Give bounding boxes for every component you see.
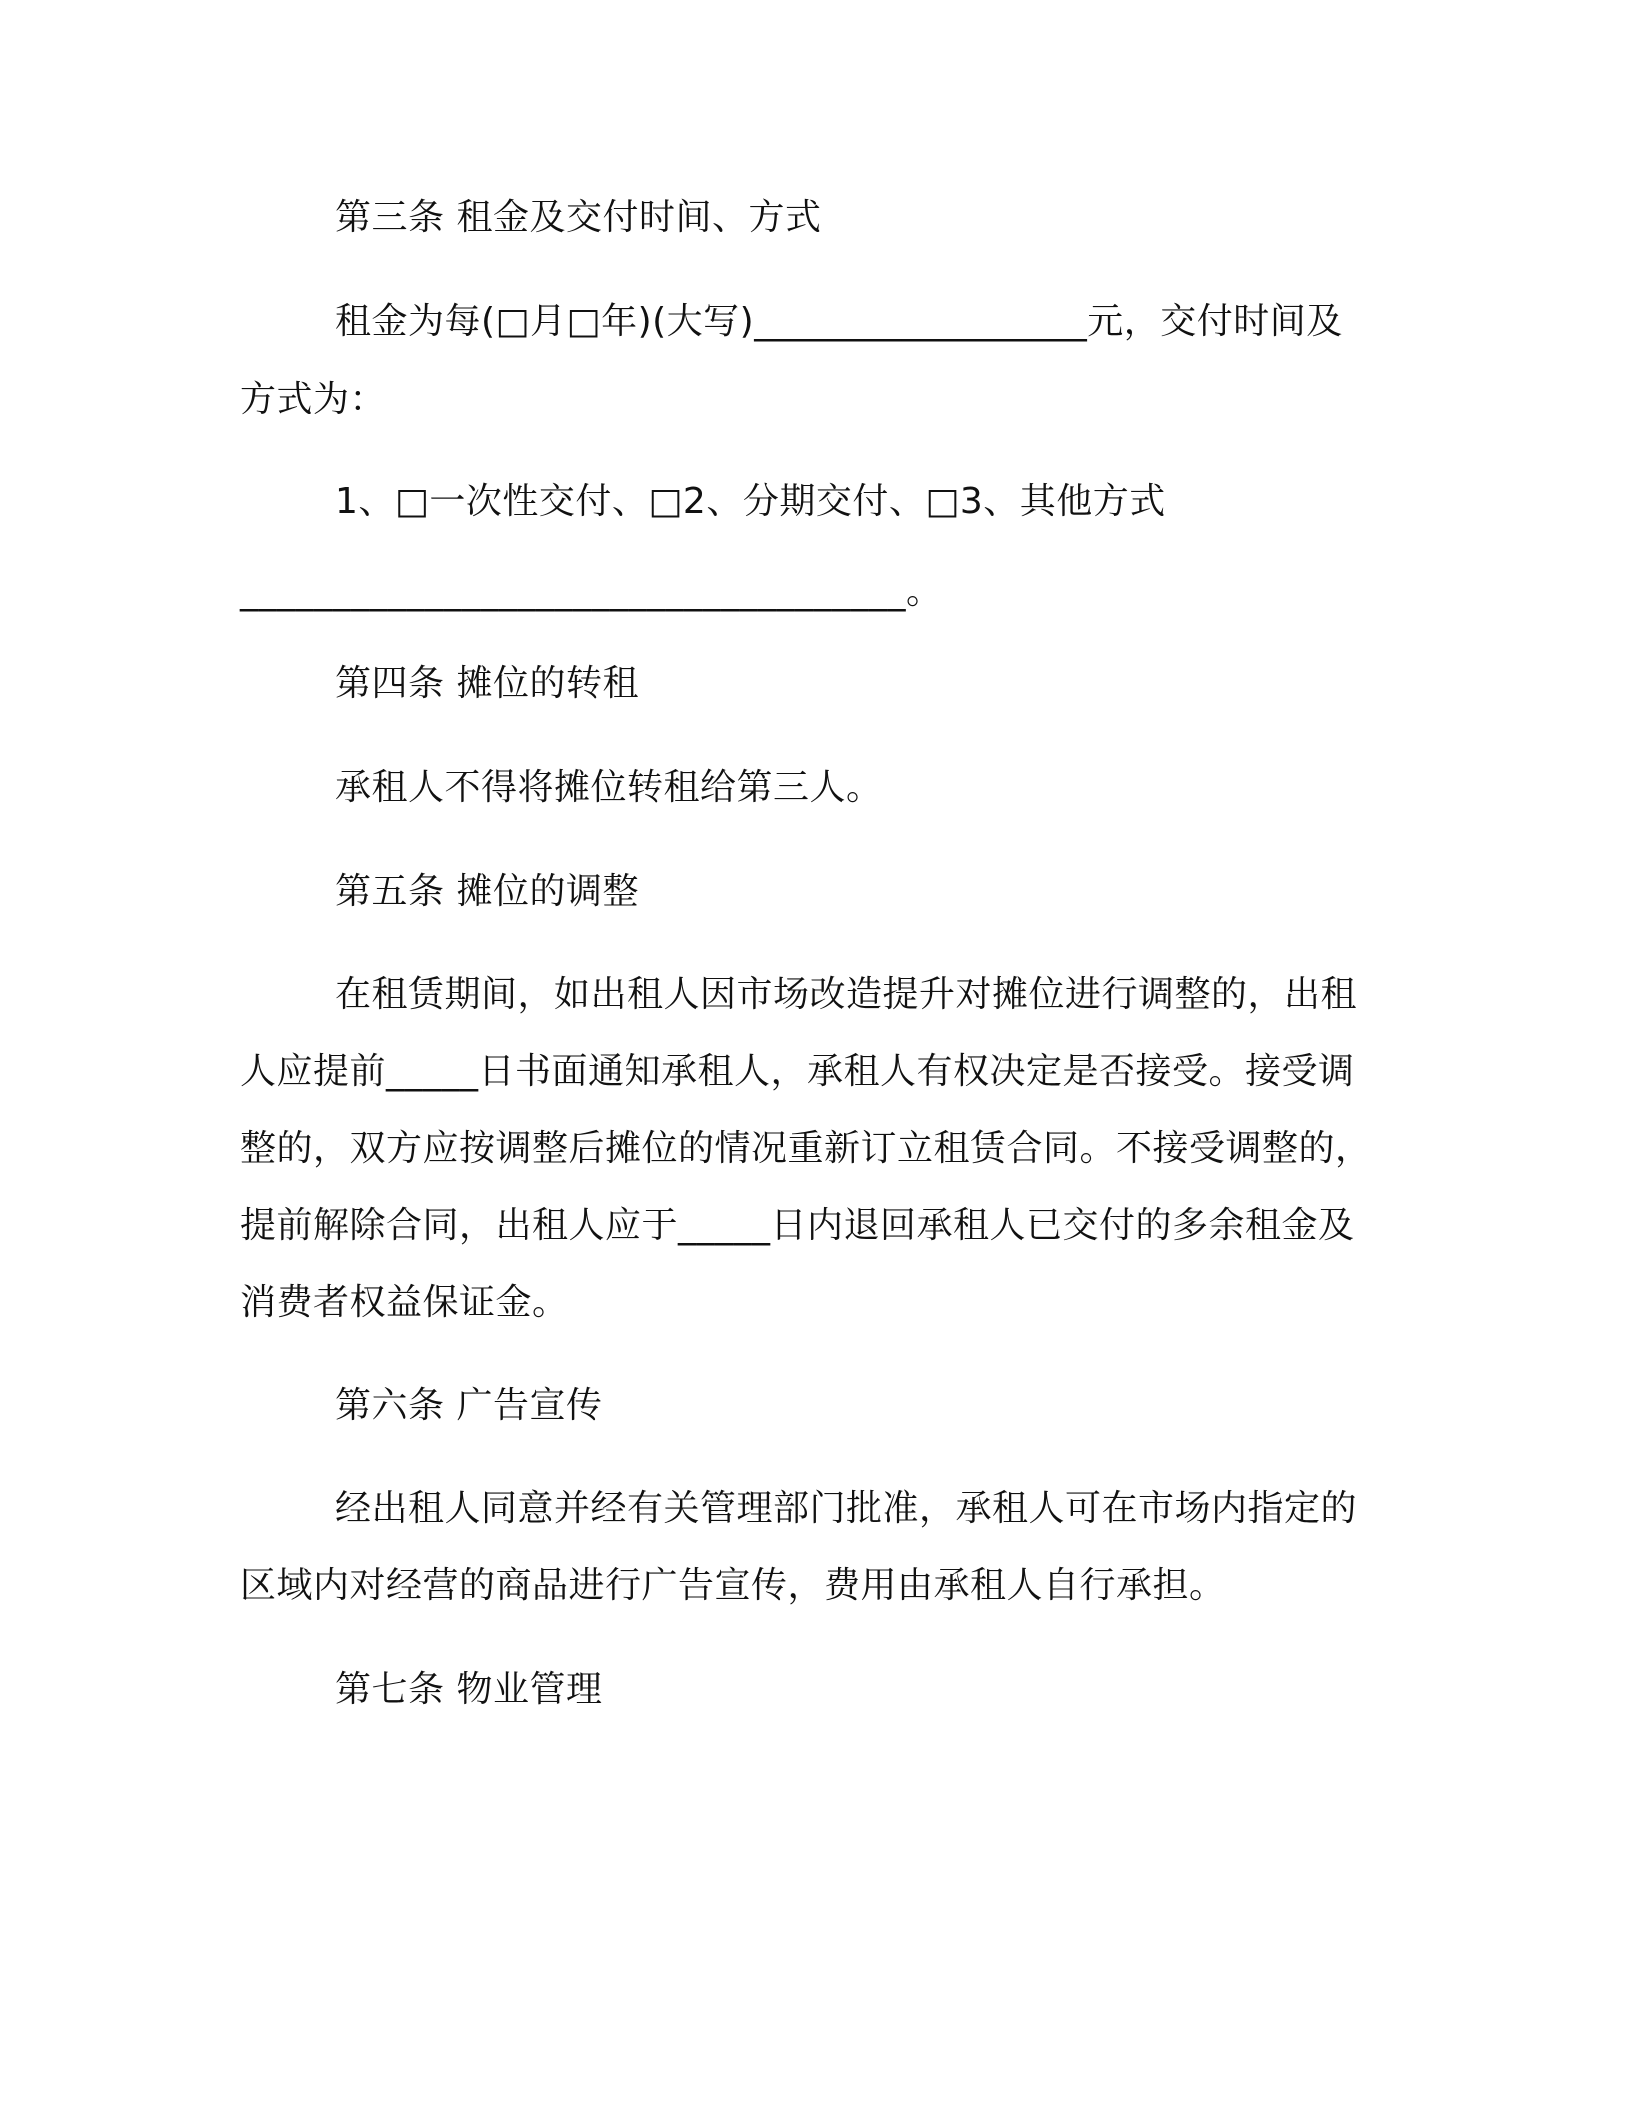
article-3-heading: 第三条 租金及交付时间、方式: [335, 197, 822, 238]
other-method-blank-line: ____________________________________。: [240, 571, 943, 612]
adjustment-clause-line-3: 整的，双方应按调整后摊位的情况重新订立租赁合同。不接受调整的，: [240, 1128, 1372, 1169]
rent-amount-line: 租金为每(□月□年)(大写)__________________元，交付时间及: [335, 301, 1343, 342]
payment-method-label: 方式为：: [240, 379, 387, 420]
adjustment-clause-line-5: 消费者权益保证金。: [240, 1282, 569, 1323]
article-5-heading: 第五条 摊位的调整: [335, 871, 639, 912]
adjustment-clause-line-2: 人应提前_____日书面通知承租人，承租人有权决定是否接受。接受调: [240, 1051, 1355, 1092]
advertising-clause-line-1: 经出租人同意并经有关管理部门批准，承租人可在市场内指定的: [335, 1488, 1358, 1529]
adjustment-clause-line-1: 在租赁期间，如出租人因市场改造提升对摊位进行调整的，出租: [335, 974, 1358, 1015]
article-7-heading: 第七条 物业管理: [335, 1669, 603, 1710]
adjustment-clause-line-4: 提前解除合同，出租人应于_____日内退回承租人已交付的多余租金及: [240, 1205, 1355, 1246]
advertising-clause-line-2: 区域内对经营的商品进行广告宣传，费用由承租人自行承担。: [240, 1565, 1226, 1606]
article-4-heading: 第四条 摊位的转租: [335, 663, 639, 704]
article-6-heading: 第六条 广告宣传: [335, 1385, 603, 1426]
sublease-clause: 承租人不得将摊位转租给第三人。: [335, 767, 883, 808]
payment-options-line: 1、□一次性交付、□2、分期交付、□3、其他方式: [335, 481, 1166, 522]
